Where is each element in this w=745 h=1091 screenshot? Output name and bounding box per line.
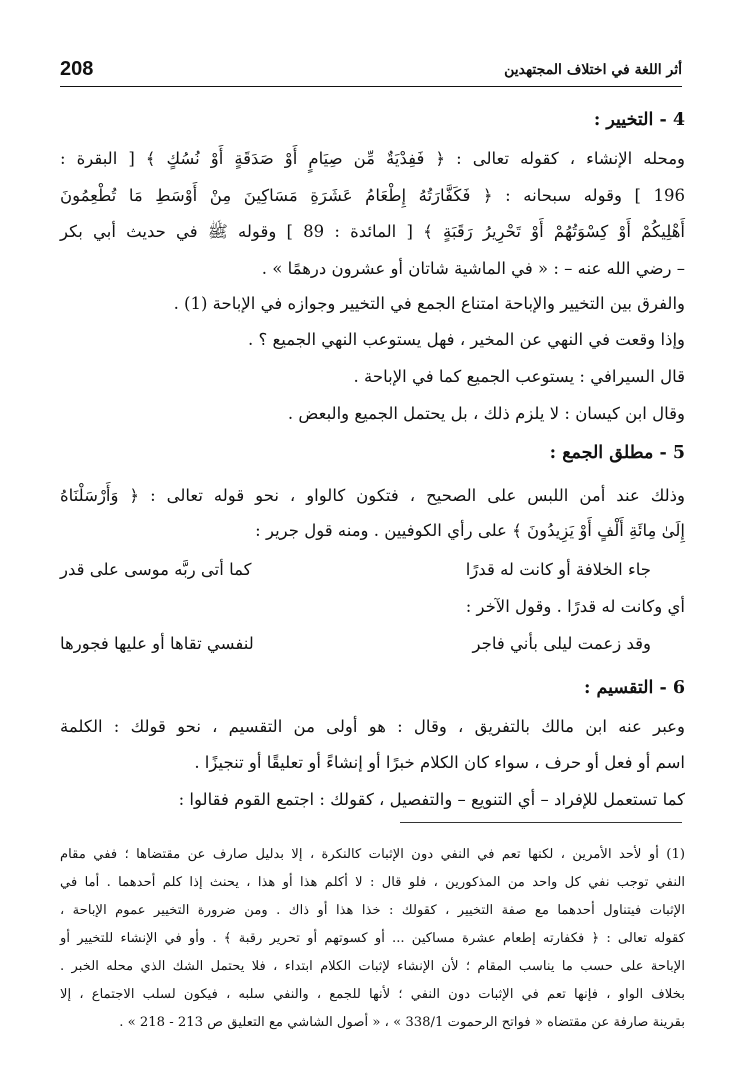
poetry-verse [60, 562, 685, 584]
body-line: ومحله الإنشاء ، كقوله تعالى : ﴿ فَفِدْيَةٌ مِّن صِيَامٍ أَوْ صَدَقَةٍ أَوْ نُسُكٍ ﴾ [ البقرة : [60, 149, 685, 168]
footnote-line: كقوله تعالى : ﴿ فكفارته إطعام عشرة مساكين ... أو كسوتهم أو تحرير رقبة ﴾ . وأو في الإنشاء للتخيير أو [60, 931, 685, 946]
section-heading-mutlaq-aljam: 5 - مطلق الجمع : [549, 443, 685, 463]
body-line: وقال ابن كيسان : لا يلزم ذلك ، بل يحتمل الجميع والبعض . [287, 404, 685, 423]
footnote-line: بخلاف الواو ، فإنها تعم في الإثبات دون النفي ؛ لأنها للجمع ، والنفي سلبه ، فيكون لسلب الاجتماع ، إلا [60, 987, 685, 1002]
body-line: قال السيرافي : يستوعب الجميع كما في الإباحة . [353, 367, 685, 386]
poetry-verse [60, 636, 685, 658]
body-line: كما تستعمل للإفراد – أي التنويع – والتفصيل ، كقولك : اجتمع القوم فقالوا : [178, 790, 685, 809]
body-line: اسم أو فعل أو حرف ، سواء كان الكلام خبرًا أو إنشاءً أو تعليقًا أو تنجيزًا . [194, 753, 685, 772]
body-line: أَهْلِيكُمْ أَوْ كِسْوَتُهُمْ أَوْ تَحْرِيرُ رَقَبَةٍ ﴾ [ المائدة : 89 ] وقوله ﷺ في حديث أبي بكر [60, 222, 685, 241]
verse-second-hemistich: كما أتى ربَّه موسى على قدر [60, 560, 252, 579]
body-line: وعبر عنه ابن مالك بالتفريق ، وقال : هو أولى من التقسيم ، نحو قولك : الكلمة [60, 717, 685, 736]
body-line: أي وكانت له قدرًا . وقول الآخر : [465, 597, 685, 616]
footnote-line: بقرينة صارفة عن مقتضاه « فواتح الرحموت 338/1 » ، « أصول الشاشي مع التعليق ص 213 - 218 » . [119, 1015, 685, 1030]
running-title: أثر اللغة في اختلاف المجتهدين [504, 62, 682, 78]
verse-first-hemistich: جاء الخلافة أو كانت له قدرًا [465, 560, 651, 579]
footnote-line: الإثبات فيتناول أحدهما مع صفة التخيير ، كقولك : خذا هذا أو ذاك . ومن ضرورة التخيير عموم الإباحة ، [60, 903, 685, 918]
body-line: إِلَىٰ مِائَةِ أَلْفٍ أَوْ يَزِيدُونَ ﴾ على رأي الكوفيين . ومنه قول جرير : [255, 521, 685, 540]
page-number: 208 [60, 58, 94, 80]
verse-first-hemistich: وقد زعمت ليلى بأني فاجر [472, 634, 651, 653]
section-heading-taqsim: 6 - التقسيم : [583, 678, 685, 698]
footnote-separator [400, 822, 682, 823]
verse-second-hemistich: لنفسي تقاها أو عليها فجورها [60, 634, 254, 653]
page-header [60, 58, 682, 88]
header-rule [60, 86, 682, 87]
body-line: والفرق بين التخيير والإباحة امتناع الجمع في التخيير وجوازه في الإباحة (1) . [173, 294, 685, 313]
body-line: وذلك عند أمن اللبس على الصحيح ، فتكون كالواو ، نحو قوله تعالى : ﴿ وَأَرْسَلْنَاهُ [60, 486, 685, 505]
section-heading-takhyir: 4 - التخيير : [593, 110, 685, 130]
footnote-line: (1) أو لأحد الأمرين ، لكنها تعم في النفي دون الإثبات كالنكرة ، إلا بدليل صارف عن مقتضاها ؛ ففي مقام [60, 847, 685, 862]
footnote-line: الإباحة على حسب ما يناسب المقام ؛ لأن الإنشاء لإثبات الكلام ابتداء ، فلا يحتمل الشك الذي محله الخبر . [60, 959, 685, 974]
footnote-line: النفي توجب نفي كل واحد من المذكورين ، فلو قال : لا أكلم هذا أو هذا ، يحنث إذا كلم أحدهما . أما في [60, 875, 685, 890]
body-line: 196 ] وقوله سبحانه : ﴿ فَكَفَّارَتُهُ إِطْعَامُ عَشَرَةِ مَسَاكِينَ مِنْ أَوْسَطِ مَا تُطْعِمُونَ [60, 186, 685, 205]
body-line: وإذا وقعت في النهي عن المخير ، فهل يستوعب النهي الجميع ؟ . [247, 330, 685, 349]
body-line: – رضي الله عنه – : « في الماشية شاتان أو عشرون درهمًا » . [261, 259, 685, 278]
